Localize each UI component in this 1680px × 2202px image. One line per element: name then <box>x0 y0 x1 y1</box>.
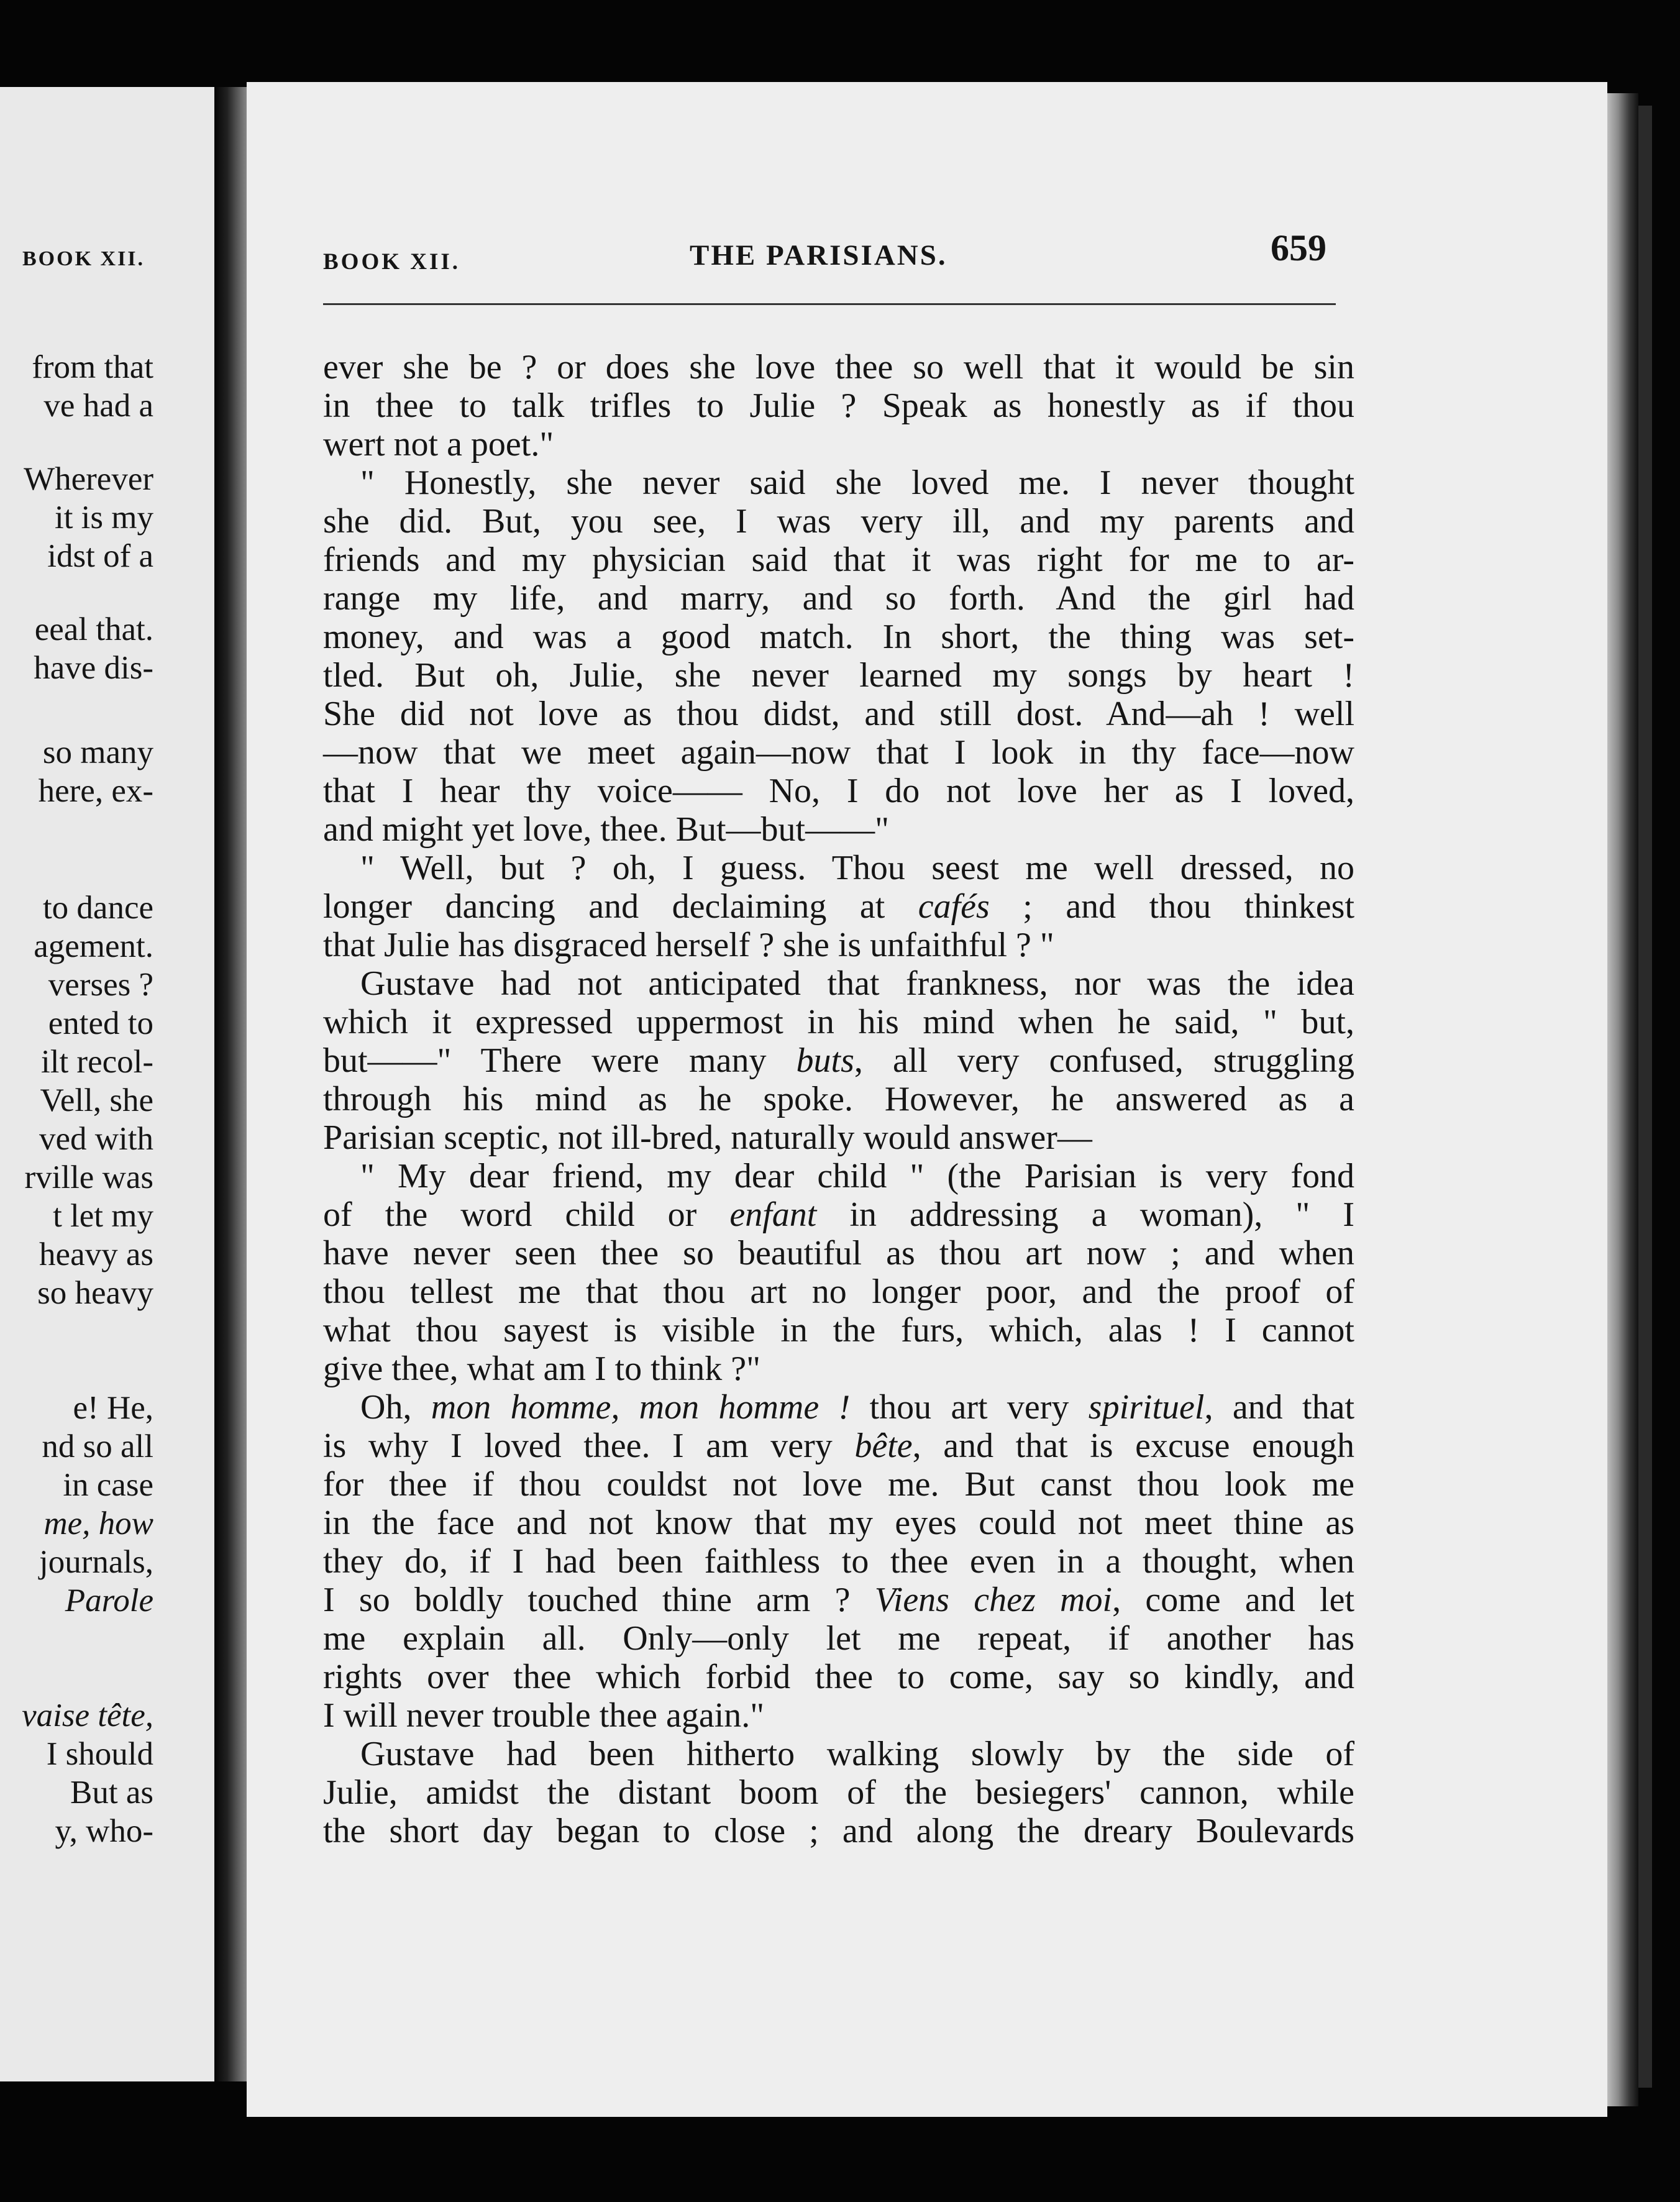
text-line: that Julie has disgraced herself ? she is unfaithful ? " <box>323 926 1054 964</box>
left-text-line: from that <box>32 349 153 385</box>
text-line: " Honestly, she never said she loved me. I never thought <box>360 464 1354 502</box>
left-text-line: so many <box>42 734 153 770</box>
text-line: rights over thee which forbid thee to come, say so kindly, and <box>323 1658 1354 1696</box>
text-line: —now that we meet again—now that I look in thy face—now <box>323 733 1354 772</box>
text-line: Parisian sceptic, not ill-bred, naturally would answer— <box>323 1118 1092 1157</box>
left-text-line: ented to <box>48 1005 153 1041</box>
page-number: 659 <box>1271 227 1326 268</box>
running-header-book: BOOK XII. <box>323 249 461 275</box>
text-line: what thou sayest is visible in the furs, which, alas ! I cannot <box>323 1311 1354 1350</box>
left-text-line: ved with <box>39 1121 153 1157</box>
text-line: ever she be ? or does she love thee so well that it would be sin <box>323 348 1354 386</box>
left-text-line: me, how <box>43 1505 153 1542</box>
left-text-line: have dis- <box>34 650 153 686</box>
text-line: give thee, what am I to think ?" <box>323 1350 760 1388</box>
left-text-line: so heavy <box>37 1275 153 1311</box>
left-text-line: verses ? <box>48 967 153 1003</box>
text-line: friends and my physician said that it was right for me to ar- <box>323 541 1354 579</box>
text-line: money, and was a good match. In short, the thing was set- <box>323 618 1354 656</box>
left-text-line: I should <box>46 1736 153 1772</box>
text-line: I will never trouble thee again." <box>323 1696 765 1735</box>
text-line: is why I loved thee. I am very bête, and that is excuse enough <box>323 1427 1354 1465</box>
text-line: range my life, and marry, and so forth. And the girl had <box>323 579 1354 618</box>
text-line: but——" There were many buts, all very confused, struggling <box>323 1041 1355 1080</box>
text-line: " Well, but ? oh, I guess. Thou seest me well dressed, no <box>360 849 1354 887</box>
left-text-line: Vell, she <box>40 1082 153 1118</box>
left-text-line: idst of a <box>47 538 153 574</box>
text-line: Oh, mon homme, mon homme ! thou art very spirituel, and that <box>360 1388 1355 1427</box>
left-text-line: Wherever <box>24 461 153 497</box>
left-page <box>0 87 214 2081</box>
left-text-line: e! He, <box>73 1390 153 1426</box>
book-gutter <box>214 87 247 2081</box>
left-text-line: nd so all <box>42 1428 153 1464</box>
text-line: Julie, amidst the distant boom of the besiegers' cannon, while <box>323 1773 1354 1812</box>
text-line: and might yet love, thee. But—but——" <box>323 810 889 849</box>
text-line: she did. But, you see, I was very ill, and my parents and <box>323 502 1354 541</box>
text-line: longer dancing and declaiming at cafés ; and thou thinkest <box>323 887 1355 926</box>
left-text-line: here, ex- <box>38 773 153 809</box>
left-text-line: to dance <box>42 890 153 926</box>
text-line: Gustave had not anticipated that frankness, nor was the idea <box>360 964 1354 1003</box>
text-line: tled. But oh, Julie, she never learned my songs by heart ! <box>323 656 1354 695</box>
running-header-title: THE PARISIANS. <box>690 239 947 272</box>
left-text-line: journals, <box>39 1544 153 1580</box>
text-line: " My dear friend, my dear child " (the Parisian is very fond <box>360 1157 1354 1195</box>
left-text-line: Parole <box>65 1583 153 1619</box>
left-text-line: ilt recol- <box>41 1044 153 1080</box>
left-text-line: it is my <box>54 500 153 536</box>
left-text-line: rville was <box>24 1159 153 1195</box>
text-line: that I hear thy voice—— No, I do not love her as I loved, <box>323 772 1354 810</box>
text-line: have never seen thee so beautiful as thou art now ; and when <box>323 1234 1354 1272</box>
text-line: they do, if I had been faithless to thee even in a thought, when <box>323 1542 1354 1581</box>
left-text-line: But as <box>70 1775 153 1811</box>
text-line: of the word child or enfant in addressing a woman), " I <box>323 1195 1354 1234</box>
header-rule <box>323 303 1336 305</box>
text-line: which it expressed uppermost in his mind when he said, " but, <box>323 1003 1354 1041</box>
text-line: through his mind as he spoke. However, he answered as a <box>323 1080 1354 1118</box>
page-edge <box>1607 93 1638 2106</box>
text-line: in the face and not know that my eyes could not meet thine as <box>323 1504 1354 1542</box>
text-line: thou tellest me that thou art no longer poor, and the proof of <box>323 1272 1354 1311</box>
text-line: Gustave had been hitherto walking slowly by the side of <box>360 1735 1354 1773</box>
left-text-line: ve had a <box>43 388 153 424</box>
left-text-line: t let my <box>53 1198 153 1234</box>
text-line: me explain all. Only—only let me repeat, if another has <box>323 1619 1354 1658</box>
left-text-line: eeal that. <box>34 611 153 647</box>
left-text-line: vaise tête, <box>22 1697 153 1734</box>
text-line: I so boldly touched thine arm ? Viens chez moi, come and let <box>323 1581 1355 1619</box>
left-page-header: BOOK XII. <box>22 247 145 270</box>
book-spine-edge <box>1638 106 1652 2088</box>
left-text-line: heavy as <box>39 1236 153 1272</box>
left-text-line: agement. <box>34 928 153 964</box>
left-text-line: in case <box>63 1467 153 1503</box>
text-line: wert not a poet." <box>323 425 554 464</box>
text-line: for thee if thou couldst not love me. But canst thou look me <box>323 1465 1354 1504</box>
text-line: She did not love as thou didst, and still dost. And—ah ! well <box>323 695 1354 733</box>
text-line: in thee to talk trifles to Julie ? Speak as honestly as if thou <box>323 386 1354 425</box>
left-text-line: y, who- <box>55 1813 153 1849</box>
text-line: the short day began to close ; and along the dreary Boulevards <box>323 1812 1354 1850</box>
